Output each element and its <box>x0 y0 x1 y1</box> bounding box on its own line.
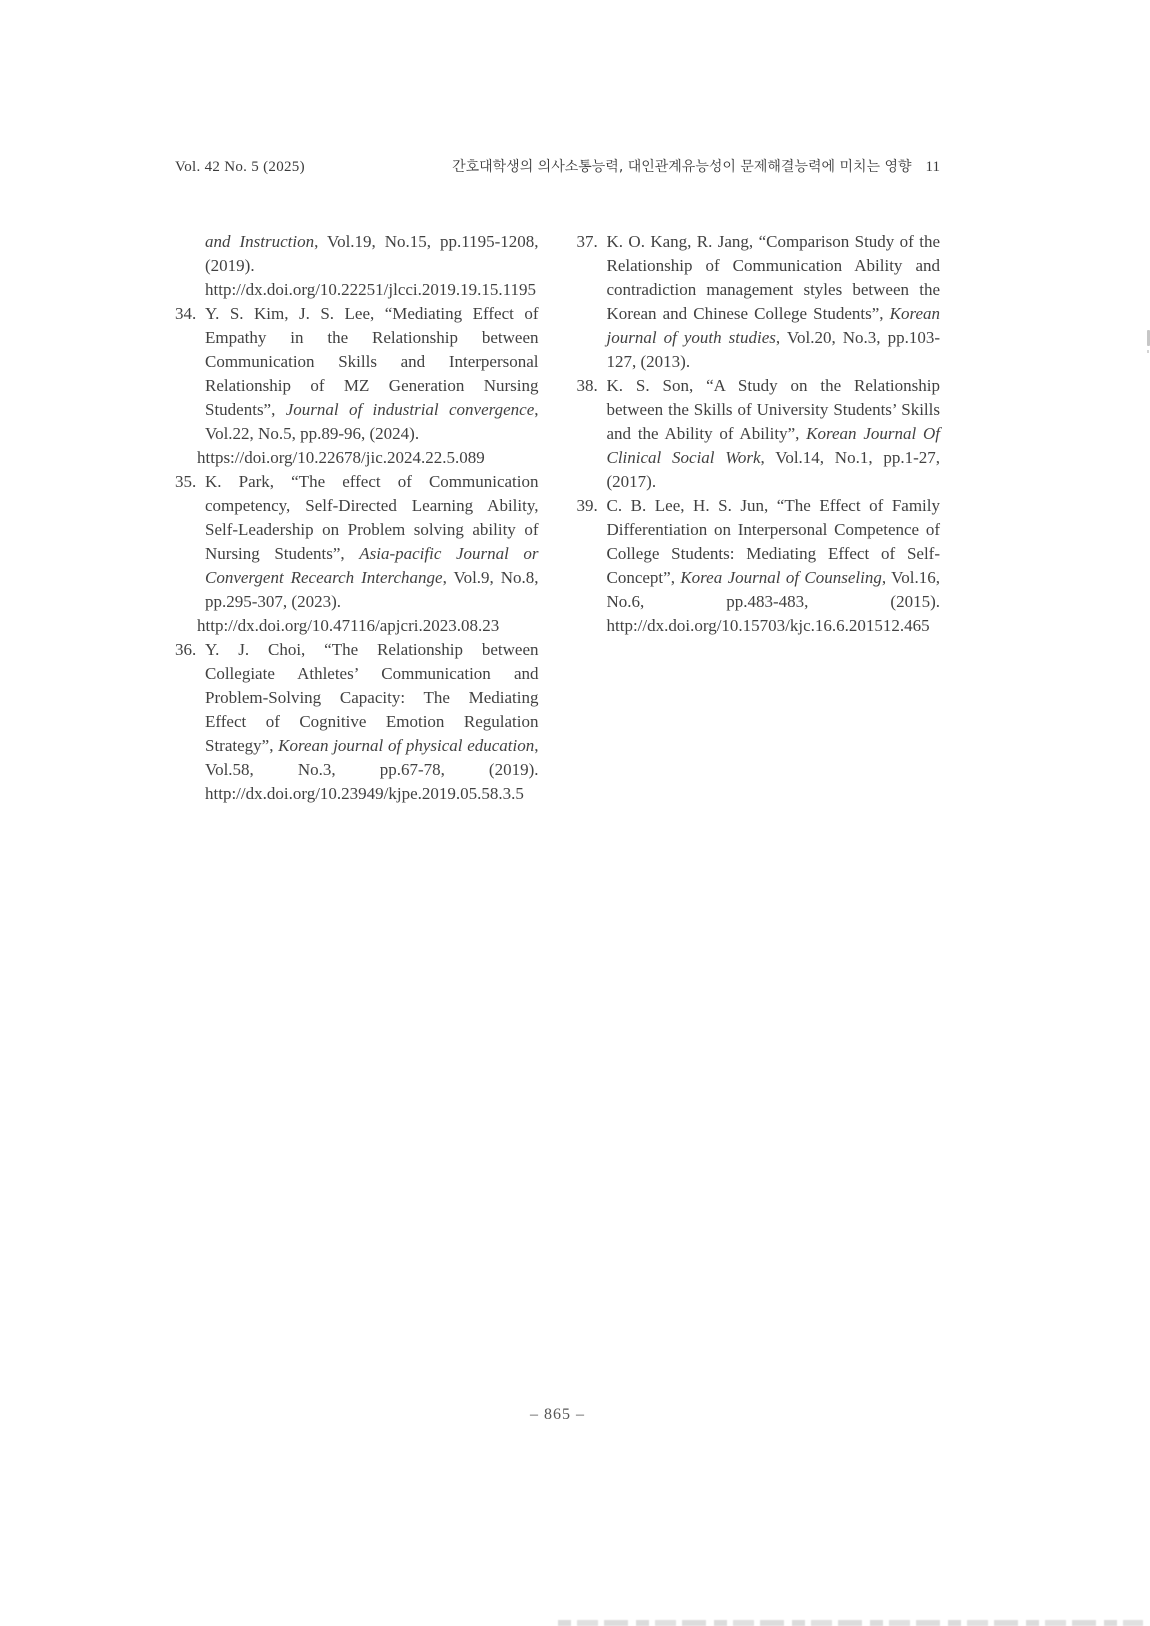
references-column-left <box>175 230 539 806</box>
cut-off-text-artifact <box>558 1620 1143 1626</box>
running-title <box>452 156 940 176</box>
reference-item <box>175 230 539 302</box>
page-header <box>175 156 940 176</box>
reference-item <box>175 638 539 806</box>
reference-number: 35. <box>175 472 197 491</box>
reference-number: 38. <box>576 376 598 395</box>
reference-text: Y. J. Choi, “The Relationship between Collegiate Athletes’ Communication and Problem-Solving Capacity: The Mediating Effect of Cognitive Emotion Regulation Strategy”, Korean journal of physical education, Vol.58, No.3, pp.67-78, (2019). http://dx.doi.org/10.23949/kjpe.2019.05.58.3.5 <box>205 640 539 803</box>
reference-item <box>577 494 941 638</box>
references-column-right <box>577 230 941 806</box>
journal-volume-info: Vol. 42 No. 5 (2025) <box>175 159 305 175</box>
reference-text: Y. S. Kim, J. S. Lee, “Mediating Effect of Empathy in the Relationship between Communication Skills and Interpersonal Relationship of MZ Generation Nursing Students”, Journal of industrial convergence, Vol.22, No.5, pp.89-96, (2024). <box>205 304 539 443</box>
reference-number: 39. <box>576 496 598 515</box>
reference-item <box>577 230 941 374</box>
reference-doi-url: https://doi.org/10.22678/jic.2024.22.5.089 <box>197 448 485 467</box>
reference-number: 37. <box>576 232 598 251</box>
reference-doi-url: http://dx.doi.org/10.47116/apjcri.2023.08.23 <box>197 616 500 635</box>
reference-item <box>175 470 539 638</box>
reference-item <box>577 374 941 494</box>
header-page-number: 11 <box>925 159 940 175</box>
reference-text: K. O. Kang, R. Jang, “Comparison Study of the Relationship of Communication Ability and contradiction management styles between the Korean and Chinese College Students”, Korean journal of youth studies, Vol.20, No.3, pp.103-127, (2013). <box>606 232 940 371</box>
references-section <box>175 230 940 806</box>
running-title-text: 간호대학생의 의사소통능력, 대인관계유능성이 문제해결능력에 미치는 영향 <box>452 159 912 175</box>
reference-text: K. Park, “The effect of Communication competency, Self-Directed Learning Ability, Self-Leadership on Problem solving ability of Nursing Students”, Asia-pacific Journal or Convergent Recearch Interchange, Vol.9, No.8, pp.295-307, (2023). <box>205 472 539 611</box>
reference-text: K. S. Son, “A Study on the Relationship between the Skills of University Students’ Skills and the Ability of Ability”, Korean Journal Of Clinical Social Work, Vol.14, No.1, pp.1-27, (2017). <box>606 376 940 491</box>
reference-text: and Instruction, Vol.19, No.15, pp.1195-1208, (2019). http://dx.doi.org/10.22251/jlcci.2019.19.15.1195 <box>205 232 539 299</box>
page-number-footer: – 865 – <box>530 1406 585 1423</box>
reference-number: 34. <box>175 304 197 323</box>
reference-item <box>175 302 539 470</box>
scan-edge-artifact-dot <box>1147 350 1149 353</box>
reference-number: 36. <box>175 640 197 659</box>
reference-text: C. B. Lee, H. S. Jun, “The Effect of Family Differentiation on Interpersonal Competence of College Students: Mediating Effect of Self-Concept”, Korea Journal of Counseling, Vol.16, No.6, pp.483-483, (2015). http://dx.doi.org/10.15703/kjc.16.6.201512.465 <box>606 496 940 635</box>
